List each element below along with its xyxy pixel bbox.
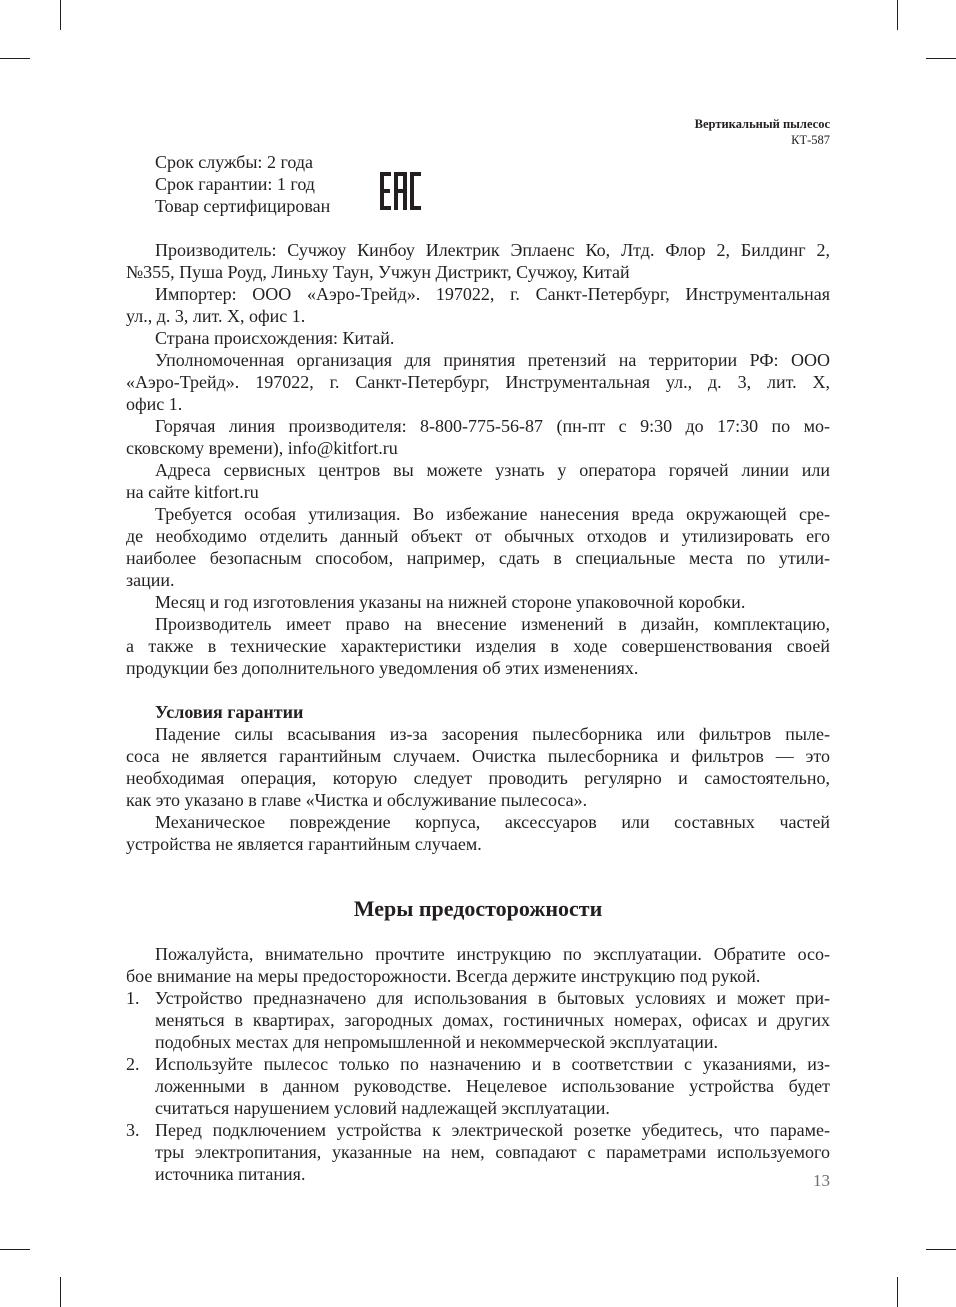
crop-mark	[0, 58, 30, 59]
crop-mark	[60, 0, 61, 30]
text-line: ул., д. 3, лит. Х, офис 1.	[126, 306, 306, 326]
list-item-line	[126, 1119, 830, 1141]
text-line: устройства не является гарантийным случаем.	[126, 834, 482, 854]
text-line: Месяц и год изготовления указаны на нижней стороне упаковочной коробки.	[155, 592, 746, 612]
list-item-line	[126, 1053, 830, 1075]
paragraph	[126, 283, 830, 327]
text-line: Страна происхождения: Китай.	[155, 328, 395, 348]
warranty-heading: Условия гарантии	[155, 702, 304, 722]
text-line: подобных местах для непромышленной и некоммерческой эксплуатации.	[155, 1032, 718, 1052]
list-number: 3.	[126, 1120, 140, 1140]
paragraph	[126, 723, 830, 811]
paragraph	[126, 943, 830, 987]
list-item-line	[126, 1163, 830, 1185]
text-line: Уполномоченная организация для принятия претензий на территории РФ: ООО	[155, 350, 830, 370]
text-line: Импортер: ООО «Аэро-Трейд». 197022, г. Санкт-Петербург, Инструментальная	[155, 284, 830, 304]
text-line: Требуется особая утилизация. Во избежание нанесения вреда окружающей сре-	[155, 504, 830, 524]
paragraph	[126, 591, 830, 613]
paragraph	[126, 459, 830, 503]
list-number: 2.	[126, 1054, 140, 1074]
text-line: Используйте пылесос только по назначению и в соответствии с указаниями, из-	[155, 1054, 830, 1074]
text-line: де необходимо отделить данный объект от обычных отходов и утилизировать его	[126, 526, 830, 546]
list-item-line	[126, 1009, 830, 1031]
paragraph	[126, 613, 830, 679]
paragraph	[126, 811, 830, 855]
crop-mark	[897, 0, 898, 30]
list-item-line	[126, 1141, 830, 1163]
text-line: Производитель имеет право на внесение изменений в дизайн, комплектацию,	[155, 614, 830, 634]
text-line: «Аэро-Трейд». 197022, г. Санкт-Петербург, Инструментальная ул., д. 3, лит. Х,	[126, 372, 830, 392]
text-line: Производитель: Сучжоу Кинбоу Илектрик Эплаенс Ко, Лтд. Флор 2, Билдинг 2,	[155, 240, 830, 260]
list-number: 1.	[126, 988, 140, 1008]
paragraph	[126, 327, 830, 349]
service-life: Срок службы: 2 года	[155, 152, 314, 172]
text-line: ложенными в данном руководстве. Нецелевое использование устройства будет	[155, 1076, 830, 1096]
paragraph	[126, 239, 830, 283]
text-line: соса не является гарантийным случаем. Очистка пылесборника и фильтров — это	[126, 746, 830, 766]
text-line: бое внимание на меры предосторожности. Всегда держите инструкцию под рукой.	[126, 966, 761, 986]
list-item	[126, 1053, 830, 1119]
paragraph	[126, 415, 830, 459]
main-text	[126, 239, 830, 679]
text-line: а также в технические характеристики изделия в ходе совершенствования своей	[126, 636, 830, 656]
text-line: зации.	[126, 570, 175, 590]
text-line: на сайте kitfort.ru	[126, 482, 259, 502]
section-title: Меры предосторожности	[353, 896, 603, 921]
list-item	[126, 1119, 830, 1185]
paragraph	[126, 349, 830, 415]
text-line: меняться в квартирах, загородных домах, гостиничных номерах, офисах и других	[155, 1010, 830, 1030]
warranty-period: Срок гарантии: 1 год	[155, 174, 315, 194]
text-line: тры электропитания, указанные на нем, совпадают с параметрами используемого	[155, 1142, 830, 1162]
text-line: Перед подключением устройства к электрической розетке убедитесь, что параме-	[155, 1120, 830, 1140]
running-header	[695, 116, 830, 148]
text-line: необходимая операция, которую следует проводить регулярно и самостоятельно,	[126, 768, 830, 788]
page-number: 13	[813, 1171, 830, 1190]
crop-mark	[926, 58, 956, 59]
text-line: Адреса сервисных центров вы можете узнать у оператора горячей линии или	[155, 460, 830, 480]
text-line: Пожалуйста, внимательно прочтите инструкцию по эксплуатации. Обратите осо-	[155, 944, 830, 964]
text-line: наиболее безопасным способом, например, сдать в специальные места по утили-	[126, 548, 830, 568]
text-line: как это указано в главе «Чистка и обслуживание пылесоса».	[126, 790, 588, 810]
text-line: Механическое повреждение корпуса, аксессуаров или составных частей	[155, 812, 830, 832]
list-item	[126, 987, 830, 1053]
crop-mark	[60, 1277, 61, 1307]
header-model: КТ-587	[791, 133, 830, 147]
list-item-line	[126, 1075, 830, 1097]
crop-mark	[926, 1249, 956, 1250]
precautions-section	[126, 943, 830, 1185]
warranty-section	[126, 701, 830, 855]
crop-mark	[0, 1249, 30, 1250]
list-item-line	[126, 1031, 830, 1053]
list-item-line	[126, 987, 830, 1009]
paragraph	[126, 503, 830, 591]
text-line: источника питания.	[155, 1164, 306, 1184]
info-block	[126, 151, 830, 217]
text-line: №355, Пуша Роуд, Линьху Таун, Учжун Дистрикт, Сучжоу, Китай	[126, 262, 630, 282]
text-line: продукции без дополнительного уведомления об этих изменениях.	[126, 658, 639, 678]
text-line: сковскому времени), info@kitfort.ru	[126, 438, 398, 458]
crop-mark	[897, 1277, 898, 1307]
certified: Товар сертифицирован	[155, 196, 331, 216]
text-line: Падение силы всасывания из-за засорения пылесборника или фильтров пыле-	[155, 724, 830, 744]
text-line: Устройство предназначено для использования в бытовых условиях и может при-	[155, 988, 830, 1008]
text-line: офис 1.	[126, 394, 183, 414]
list-item-line	[126, 1097, 830, 1119]
text-line: считаться нарушением условий надлежащей эксплуатации.	[155, 1098, 610, 1118]
text-line: Горячая линия производителя: 8-800-775-56-87 (пн-пт с 9:30 до 17:30 по мо-	[155, 416, 830, 436]
header-product: Вертикальный пылесос	[694, 117, 830, 131]
eac-logo	[380, 172, 422, 210]
